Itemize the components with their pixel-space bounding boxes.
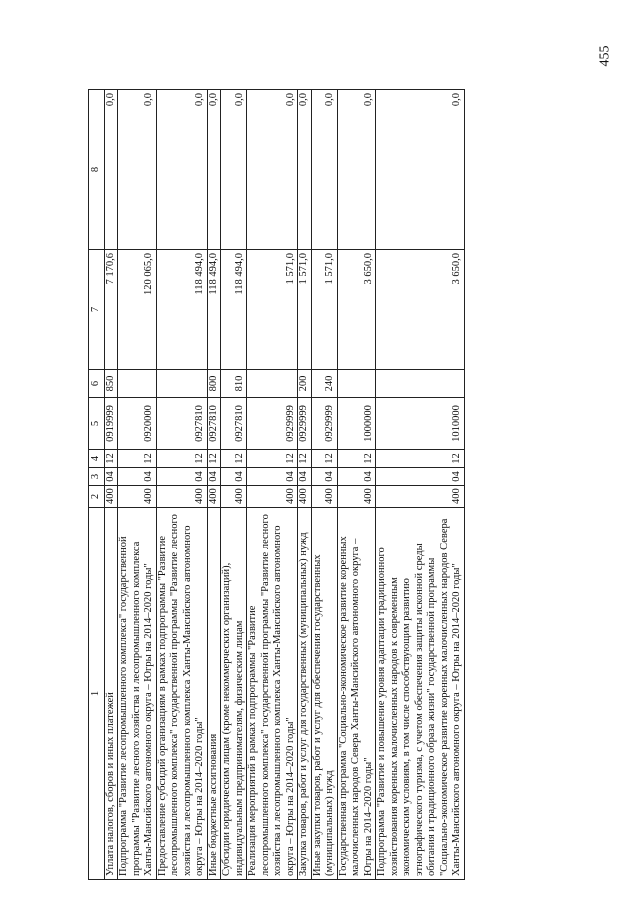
row-col-8: 0,0 bbox=[118, 90, 157, 250]
row-col-5: 0927810 bbox=[156, 398, 207, 450]
budget-table bbox=[88, 89, 465, 880]
row-name: Реализация мероприятий в рамках подпрограммы "Развитие лесопромышленного комплекса" государственной программы "Развитие лесного хозяйства и лесопромышленного комплекса Ханты-Мансийского автономного округа – Югры на 2014–2020 годы" bbox=[247, 508, 298, 880]
row-col-3: 04 bbox=[311, 468, 337, 486]
row-col-4: 12 bbox=[221, 450, 247, 468]
row-col-4: 12 bbox=[298, 450, 312, 468]
row-col-4: 12 bbox=[376, 450, 465, 468]
table-row bbox=[298, 90, 312, 880]
header-col-7: 7 bbox=[89, 250, 105, 370]
row-name: Подпрограмма "Развитие лесопромышленного комплекса" государственной программы "Развитие лесного хозяйства и лесопромышленного комплекса Ханты-Мансийского автономного округа – Югры на 2014–2020 годы" bbox=[118, 508, 157, 880]
row-col-3: 04 bbox=[221, 468, 247, 486]
row-col-2: 400 bbox=[221, 486, 247, 508]
row-col-3: 04 bbox=[376, 468, 465, 486]
table-row bbox=[376, 90, 465, 880]
table-row bbox=[311, 90, 337, 880]
row-col-7: 1 571,0 bbox=[311, 250, 337, 370]
row-col-3: 04 bbox=[104, 468, 118, 486]
row-col-6 bbox=[118, 370, 157, 398]
row-col-7: 1 571,0 bbox=[298, 250, 312, 370]
row-name: Государственная программа "Социально-экономическое развитие коренных малочисленных народов Севера Ханты-Мансийского автономного округа – Югры на 2014–2020 годы" bbox=[337, 508, 376, 880]
row-col-7: 3 650,0 bbox=[376, 250, 465, 370]
row-col-6: 800 bbox=[207, 370, 221, 398]
row-col-5: 1000000 bbox=[337, 398, 376, 450]
row-col-8: 0,0 bbox=[298, 90, 312, 250]
row-col-5: 0927810 bbox=[207, 398, 221, 450]
row-col-4: 12 bbox=[337, 450, 376, 468]
row-col-6 bbox=[247, 370, 298, 398]
budget-table-rotated bbox=[88, 90, 578, 880]
row-col-6 bbox=[376, 370, 465, 398]
row-col-5: 0929999 bbox=[298, 398, 312, 450]
row-col-5: 0927810 bbox=[221, 398, 247, 450]
row-col-7: 118 494,0 bbox=[156, 250, 207, 370]
row-name: Иные бюджетные ассигнования bbox=[207, 508, 221, 880]
row-col-3: 04 bbox=[298, 468, 312, 486]
row-col-6 bbox=[156, 370, 207, 398]
row-col-7: 118 494,0 bbox=[221, 250, 247, 370]
row-col-5: 0919999 bbox=[104, 398, 118, 450]
row-col-3: 04 bbox=[337, 468, 376, 486]
row-col-6 bbox=[337, 370, 376, 398]
page-number: 455 bbox=[597, 45, 613, 67]
row-col-7: 3 650,0 bbox=[337, 250, 376, 370]
row-col-5: 1010000 bbox=[376, 398, 465, 450]
row-col-8: 0,0 bbox=[247, 90, 298, 250]
row-col-2: 400 bbox=[311, 486, 337, 508]
row-col-5: 0929999 bbox=[311, 398, 337, 450]
row-col-4: 12 bbox=[247, 450, 298, 468]
row-col-3: 04 bbox=[156, 468, 207, 486]
header-col-5: 5 bbox=[89, 398, 105, 450]
row-col-5: 0920000 bbox=[118, 398, 157, 450]
row-col-4: 12 bbox=[156, 450, 207, 468]
row-col-2: 400 bbox=[118, 486, 157, 508]
table-row bbox=[247, 90, 298, 880]
row-col-3: 04 bbox=[247, 468, 298, 486]
row-col-2: 400 bbox=[337, 486, 376, 508]
row-col-7: 7 170,6 bbox=[104, 250, 118, 370]
row-col-2: 400 bbox=[207, 486, 221, 508]
row-name: Подпрограмма "Развитие и повышение уровня адаптации традиционного хозяйствования коренных малочисленных народов к современным экономическим условиям, в том числе способствующим развитию этнографического туризма, с учетом обеспечения защиты исконной среды обитания и традиционного образа жизни" государственной программы "Социально-экономическое развитие коренных малочисленных народов Севера Ханты-Мансийского автономного округа – Югры на 2014–2020 годы" bbox=[376, 508, 465, 880]
row-col-8: 0,0 bbox=[156, 90, 207, 250]
table-row bbox=[337, 90, 376, 880]
table-row bbox=[156, 90, 207, 880]
row-col-4: 12 bbox=[118, 450, 157, 468]
header-col-2: 2 bbox=[89, 486, 105, 508]
row-col-8: 0,0 bbox=[221, 90, 247, 250]
row-col-4: 12 bbox=[311, 450, 337, 468]
row-col-5: 0929999 bbox=[247, 398, 298, 450]
row-col-2: 400 bbox=[104, 486, 118, 508]
row-name: Закупка товаров, работ и услуг для государственных (муниципальных) нужд bbox=[298, 508, 312, 880]
row-col-4: 12 bbox=[207, 450, 221, 468]
row-col-6: 850 bbox=[104, 370, 118, 398]
row-col-8: 0,0 bbox=[311, 90, 337, 250]
row-col-7: 118 494,0 bbox=[207, 250, 221, 370]
row-col-6: 810 bbox=[221, 370, 247, 398]
header-col-6: 6 bbox=[89, 370, 105, 398]
row-col-6: 200 bbox=[298, 370, 312, 398]
table-row bbox=[221, 90, 247, 880]
header-col-1: 1 bbox=[89, 508, 105, 880]
row-name: Иные закупки товаров, работ и услуг для обеспечения государственных (муниципальных) нужд bbox=[311, 508, 337, 880]
row-name: Субсидии юридическим лицам (кроме некоммерческих организаций), индивидуальным предпринимателям, физическим лицам bbox=[221, 508, 247, 880]
table-header-row bbox=[89, 90, 105, 880]
row-col-8: 0,0 bbox=[376, 90, 465, 250]
table-row bbox=[104, 90, 118, 880]
row-col-6: 240 bbox=[311, 370, 337, 398]
row-name: Уплата налогов, сборов и иных платежей bbox=[104, 508, 118, 880]
header-col-3: 3 bbox=[89, 468, 105, 486]
table-row bbox=[207, 90, 221, 880]
row-col-2: 400 bbox=[156, 486, 207, 508]
row-col-2: 400 bbox=[298, 486, 312, 508]
header-col-4: 4 bbox=[89, 450, 105, 468]
row-col-2: 400 bbox=[247, 486, 298, 508]
header-col-8: 8 bbox=[89, 90, 105, 250]
row-col-8: 0,0 bbox=[207, 90, 221, 250]
row-col-7: 120 065,0 bbox=[118, 250, 157, 370]
row-col-2: 400 bbox=[376, 486, 465, 508]
row-col-4: 12 bbox=[104, 450, 118, 468]
row-col-3: 04 bbox=[207, 468, 221, 486]
row-col-7: 1 571,0 bbox=[247, 250, 298, 370]
row-col-8: 0,0 bbox=[337, 90, 376, 250]
row-name: Предоставление субсидий организациям в рамках подпрограммы "Развитие лесопромышленного комплекса" государственной программы "Развитие лесного хозяйства и лесопромышленного комплекса Ханты-Мансийского автономного округа – Югры на 2014–2020 годы" bbox=[156, 508, 207, 880]
table-row bbox=[118, 90, 157, 880]
row-col-3: 04 bbox=[118, 468, 157, 486]
row-col-8: 0,0 bbox=[104, 90, 118, 250]
